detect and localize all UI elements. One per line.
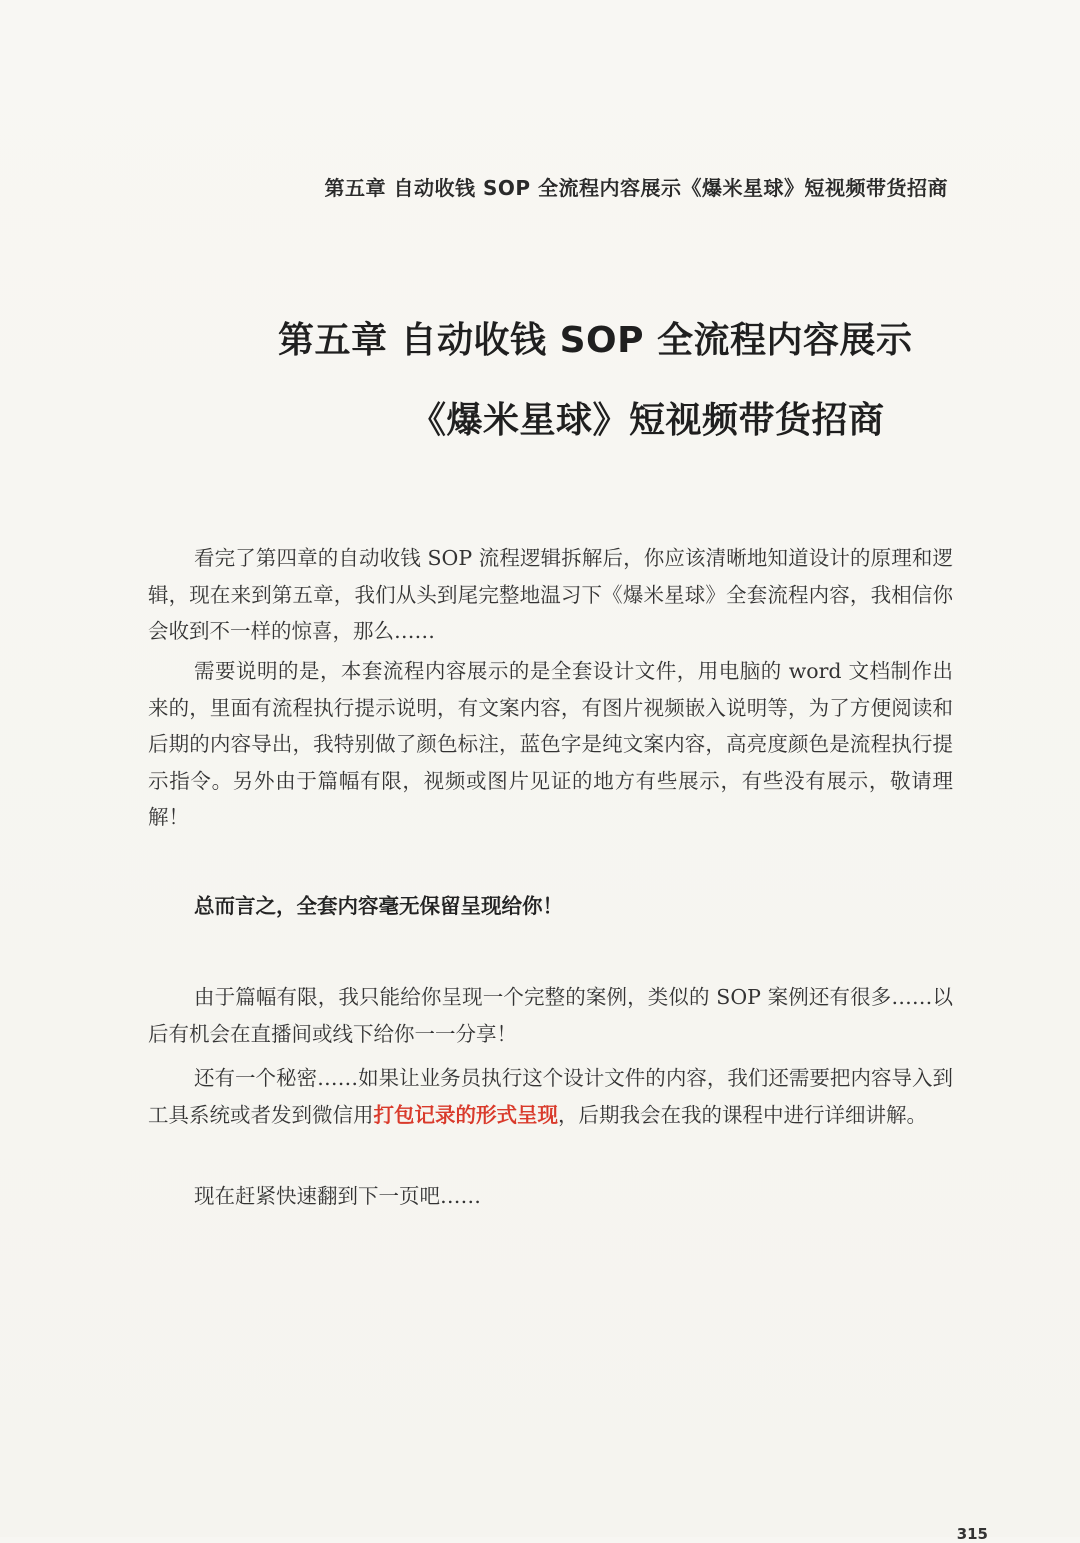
running-header: 第五章 自动收钱 SOP 全流程内容展示《爆米星球》短视频带货招商 <box>324 176 948 200</box>
paragraph-4: 由于篇幅有限，我只能给你呈现一个完整的案例，类似的 SOP 案例还有很多……以后有机会在直播间或线下给你一一分享！ <box>148 985 953 1046</box>
chapter-title-line-1: 第五章 自动收钱 SOP 全流程内容展示 <box>278 320 913 361</box>
paragraph-5-highlight: 打包记录的形式呈现 <box>373 1102 558 1127</box>
paragraph-3-summary: 总而言之，全套内容毫无保留呈现给你！ <box>194 894 563 918</box>
paragraph-5 <box>148 1060 953 1133</box>
paragraph-2: 需要说明的是，本套流程内容展示的是全套设计文件，用电脑的 word 文档制作出来的，里面有流程执行提示说明，有文案内容，有图片视频嵌入说明等，为了方便阅读和后期的内容导出，我特别做了颜色标注，蓝色字是纯文案内容，高亮度颜色是流程执行提示指令。另外由于篇幅有限，视频或图片见证的地方有些展示，有些没有展示，敬请理解！ <box>148 659 953 829</box>
paragraph-5-text-after: ，后期我会在我的课程中进行详细讲解。 <box>558 1102 927 1127</box>
page-number: 315 <box>956 1525 988 1543</box>
chapter-title-line-2: 《爆米星球》短视频带货招商 <box>410 400 885 441</box>
paragraph-6: 现在赶紧快速翻到下一页吧…… <box>194 1184 481 1208</box>
paragraph-5-text-before: 还有一个秘密……如果让业务员执行这个设计文件的内容，我们还需要把内容导入到工具系统或者发到微信用 <box>148 1066 953 1127</box>
paragraph-1: 看完了第四章的自动收钱 SOP 流程逻辑拆解后，你应该清晰地知道设计的原理和逻辑，现在来到第五章，我们从头到尾完整地温习下《爆米星球》全套流程内容，我相信你会收到不一样的惊喜，那么…… <box>148 546 953 643</box>
